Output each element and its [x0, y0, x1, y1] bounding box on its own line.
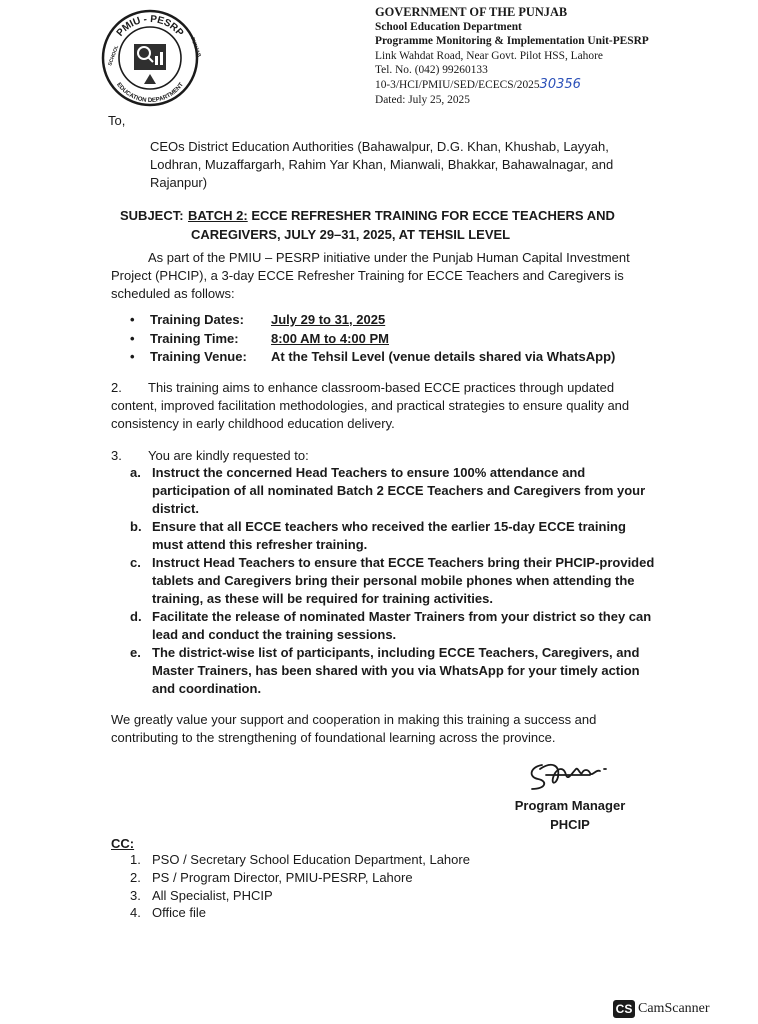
- paragraph-number: 3.: [111, 448, 122, 463]
- svg-text:EDUCATION DEPARTMENT: [115, 82, 185, 104]
- bullet-icon: •: [130, 330, 135, 346]
- item-letter: a.: [130, 465, 141, 480]
- cc-text: Office file: [152, 905, 206, 921]
- camscanner-icon: CS: [613, 1000, 635, 1018]
- govt-title: GOVERNMENT OF THE PUNJAB: [375, 5, 568, 19]
- handwritten-reference: 30356: [539, 76, 581, 92]
- list-item: [130, 518, 660, 554]
- training-details: [130, 311, 615, 367]
- item-text: Facilitate the release of nominated Master Trainers from your district so they can lead and conduct the training sessions.: [152, 609, 652, 642]
- paragraph-text: You are kindly requested to:: [148, 448, 309, 463]
- logo-ring-text-right: PUNJAB: [189, 36, 202, 59]
- list-item: [130, 464, 660, 518]
- cc-label: CC:: [111, 836, 135, 851]
- item-letter: d.: [130, 609, 142, 624]
- detail-label: Training Time:: [150, 330, 239, 346]
- paragraph-2: [111, 379, 661, 433]
- cc-number: 3.: [130, 887, 141, 903]
- cc-number: 2.: [130, 869, 141, 885]
- list-item: [130, 644, 660, 698]
- cc-text: All Specialist, PHCIP: [152, 887, 273, 903]
- item-letter: e.: [130, 645, 141, 660]
- logo-ring-text-left: SCHOOL: [107, 44, 121, 67]
- item-text: Instruct the concerned Head Teachers to ensure 100% attendance and participation of all nominated Batch 2 ECCE Teachers and Caregivers from your district.: [152, 465, 646, 516]
- cc-list: [130, 851, 470, 922]
- item-text: Ensure that all ECCE teachers who received the earlier 15-day ECCE training must attend this refresher training.: [152, 519, 626, 552]
- address: Link Wahdat Road, Near Govt. Pilot HSS, Lahore: [375, 49, 603, 62]
- detail-row: [130, 311, 615, 330]
- item-text: The district-wise list of participants, including ECCE Teachers, Caregivers, and Master Trainers, has been shared with you via WhatsApp for your timely action and coordination.: [152, 645, 640, 696]
- cc-text: PS / Program Director, PMIU-PESRP, Lahore: [152, 869, 413, 885]
- cc-number: 4.: [130, 905, 141, 921]
- signature-icon: [520, 755, 630, 795]
- detail-value: At the Tehsil Level (venue details shared via WhatsApp): [271, 349, 616, 364]
- subject-label: SUBJECT:: [120, 208, 184, 223]
- signatory-title: Program Manager: [514, 798, 626, 813]
- bullet-icon: •: [130, 349, 135, 364]
- subject-batch: BATCH 2:: [188, 208, 248, 223]
- list-item: [130, 869, 470, 887]
- signatory: [514, 796, 626, 834]
- closing-paragraph: We greatly value your support and cooperation in making this training a success and contributing to the strengthening of foundational learning across the province.: [111, 712, 597, 745]
- subject-line2: CAREGIVERS, JULY 29–31, 2025, AT TEHSIL LEVEL: [191, 227, 511, 242]
- reference-number: [375, 78, 649, 93]
- department-name: School Education Department: [375, 20, 522, 33]
- camscanner-watermark: [613, 1000, 710, 1018]
- telephone: Tel. No. (042) 99260133: [375, 64, 488, 77]
- detail-value: 8:00 AM to 4:00 PM: [271, 330, 389, 346]
- camscanner-text: CamScanner: [638, 1001, 710, 1016]
- signatory-org: PHCIP: [550, 817, 590, 832]
- request-list: [130, 464, 660, 698]
- pmiu-pesrp-logo: [96, 8, 204, 108]
- paragraph-text: This training aims to enhance classroom-based ECCE practices through updated content, improved facilitation methodologies, and practical strategies to ensure quality and consistency in early childhood education delivery.: [111, 380, 630, 431]
- bullet-icon: •: [130, 312, 135, 327]
- list-item: [130, 851, 470, 869]
- paragraph-number: 2.: [111, 380, 122, 395]
- list-item: [130, 554, 660, 608]
- item-letter: c.: [130, 555, 141, 570]
- logo-ring-text-bottom: EDUCATION DEPARTMENT: [115, 81, 185, 105]
- date: Dated: July 25, 2025: [375, 93, 470, 106]
- logo-emblem-icon: [134, 44, 166, 84]
- unit-name: Programme Monitoring & Implementation Unit-PESRP: [375, 35, 649, 48]
- detail-row: [130, 330, 615, 349]
- intro-paragraph: As part of the PMIU – PESRP initiative under the Punjab Human Capital Investment Project (PHCIP), a 3-day ECCE Refresher Training for ECCE Teachers and Caregivers is scheduled as follows:: [111, 250, 630, 301]
- cc-number: 1.: [130, 852, 141, 867]
- detail-value: July 29 to 31, 2025: [271, 312, 386, 327]
- recipients: CEOs District Education Authorities (Bahawalpur, D.G. Khan, Khushab, Layyah, Lodhran, Muzaffargarh, Rahim Yar Khan, Mianwali, Bhakkar, Bahawalnagar, and Rajanpur): [150, 139, 614, 190]
- detail-label: Training Dates:: [150, 312, 244, 327]
- cc-text: PSO / Secretary School Education Department, Lahore: [152, 852, 470, 867]
- detail-row: [130, 348, 615, 367]
- list-item: [130, 887, 470, 905]
- item-text: Instruct Head Teachers to ensure that ECCE Teachers bring their PHCIP-provided tablets and Caregivers bring their personal mobile phones when attending the training, as these will be required for training activities.: [152, 555, 655, 606]
- detail-label: Training Venue:: [150, 349, 247, 364]
- list-item: [130, 904, 470, 922]
- letterhead: [375, 5, 649, 107]
- list-item: [130, 608, 660, 644]
- item-letter: b.: [130, 519, 142, 534]
- subject-line1: ECCE REFRESHER TRAINING FOR ECCE TEACHERS AND: [247, 208, 615, 223]
- logo-ring-text-top: PMIU - PESRP: [114, 13, 186, 39]
- subject: [120, 206, 680, 244]
- to-label: To,: [108, 113, 126, 128]
- paragraph-3: [111, 447, 511, 465]
- reference-prefix: 10-3/HCI/PMIU/SED/ECECS/2025: [375, 78, 540, 91]
